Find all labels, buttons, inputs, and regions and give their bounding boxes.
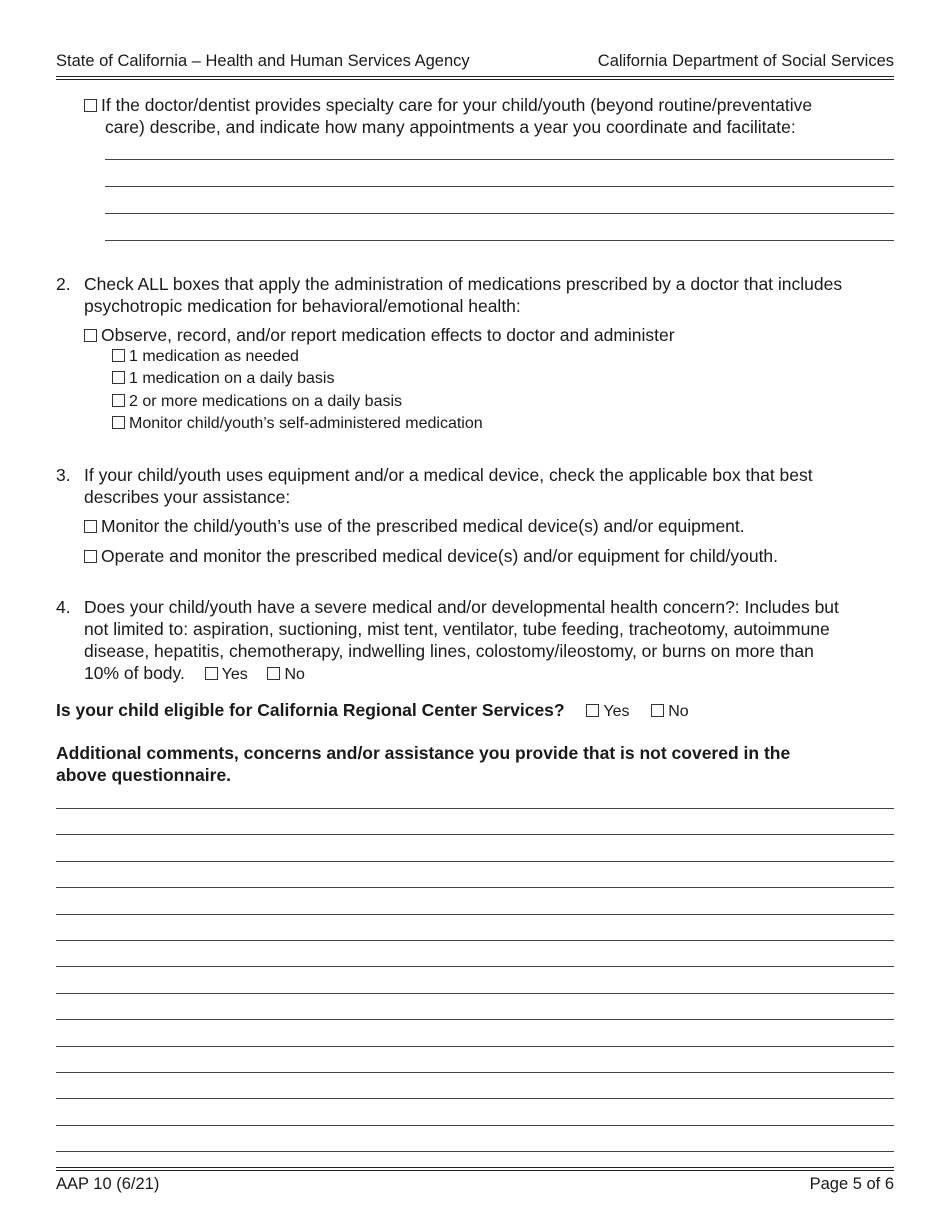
q2-sub-checkbox[interactable]	[112, 416, 125, 429]
q3-checkbox[interactable]	[84, 550, 97, 563]
q2-text-2: psychotropic medication for behavioral/emotional health:	[84, 296, 521, 316]
q3-text-2: describes your assistance:	[84, 487, 291, 507]
header-rule	[56, 76, 894, 80]
q3-number: 3.	[56, 465, 71, 485]
q2-sub-checkbox[interactable]	[112, 394, 125, 407]
q4-yes-checkbox[interactable]	[205, 667, 218, 680]
q4-text-2: not limited to: aspiration, suctioning, mist tent, ventilator, tube feeding, tracheotomy, autoimmune	[84, 619, 830, 639]
specialty-care-text-2: care) describe, and indicate how many appointments a year you coordinate and facilitate:	[105, 117, 796, 137]
q3-checkbox[interactable]	[84, 520, 97, 533]
q2-sub-option	[112, 346, 299, 368]
q2-sub-option-label: 2 or more medications on a daily basis	[129, 393, 403, 410]
q2-main-checkbox[interactable]	[84, 329, 97, 342]
comments-line[interactable]	[56, 808, 894, 809]
specialty-answer-line[interactable]	[105, 240, 894, 241]
q2-sub-option-label: 1 medication on a daily basis	[129, 370, 335, 387]
comments-line[interactable]	[56, 1098, 894, 1099]
footer-page-number: Page 5 of 6	[809, 1175, 894, 1193]
q2-main-option-label: Observe, record, and/or report medication effects to doctor and administer	[101, 325, 675, 345]
q4-number: 4.	[56, 597, 71, 617]
regional-yes-label: Yes	[603, 703, 630, 720]
comments-line[interactable]	[56, 887, 894, 888]
comments-line[interactable]	[56, 993, 894, 994]
q2-sub-option	[112, 368, 334, 390]
footer-rule	[56, 1167, 894, 1171]
q3-option	[84, 515, 745, 538]
specialty-care-item	[84, 94, 812, 117]
q3-option	[84, 545, 778, 568]
comments-line[interactable]	[56, 1019, 894, 1020]
q4-text-1: Does your child/youth have a severe medical and/or developmental health concern?: Includes but	[84, 597, 839, 617]
specialty-answer-line[interactable]	[105, 186, 894, 187]
regional-center-label: Is your child eligible for California Regional Center Services?	[56, 700, 565, 720]
regional-no-label: No	[668, 703, 689, 720]
comments-line[interactable]	[56, 1125, 894, 1126]
header-agency: State of California – Health and Human Services Agency	[56, 52, 470, 70]
q2-sub-option-label: 1 medication as needed	[129, 348, 299, 365]
comments-heading-1: Additional comments, concerns and/or assistance you provide that is not covered in the	[56, 743, 791, 763]
q4-no-label: No	[284, 666, 305, 683]
q2-sub-checkbox[interactable]	[112, 371, 125, 384]
q4-text-4-label: 10% of body.	[84, 663, 185, 683]
q4-no-checkbox[interactable]	[267, 667, 280, 680]
q2-text-1: Check ALL boxes that apply the administration of medications prescribed by a doctor that includes	[84, 274, 843, 294]
comments-line[interactable]	[56, 940, 894, 941]
q3-option-label: Operate and monitor the prescribed medical device(s) and/or equipment for child/youth.	[101, 546, 779, 566]
q2-sub-option	[112, 413, 483, 435]
q4-yes-label: Yes	[221, 666, 248, 683]
comments-line[interactable]	[56, 834, 894, 835]
footer-form-id: AAP 10 (6/21)	[56, 1175, 160, 1193]
q3-text-1: If your child/youth uses equipment and/or a medical device, check the applicable box that best	[84, 465, 813, 485]
comments-heading-2: above questionnaire.	[56, 765, 232, 785]
regional-center-question	[56, 699, 689, 723]
q3-option-label: Monitor the child/youth’s use of the prescribed medical device(s) and/or equipment.	[101, 516, 745, 536]
specialty-care-checkbox[interactable]	[84, 99, 97, 112]
specialty-answer-line[interactable]	[105, 159, 894, 160]
q2-sub-checkbox[interactable]	[112, 349, 125, 362]
comments-line[interactable]	[56, 1072, 894, 1073]
q2-number: 2.	[56, 274, 71, 294]
comments-line[interactable]	[56, 914, 894, 915]
q2-main-option	[84, 324, 675, 347]
header-department: California Department of Social Services	[597, 52, 894, 70]
specialty-care-text-1: If the doctor/dentist provides specialty care for your child/youth (beyond routine/preventative	[101, 95, 813, 115]
regional-no-checkbox[interactable]	[651, 704, 664, 717]
regional-yes-checkbox[interactable]	[586, 704, 599, 717]
comments-line[interactable]	[56, 861, 894, 862]
comments-line[interactable]	[56, 1151, 894, 1152]
q4-text-4	[84, 662, 305, 686]
q2-sub-option	[112, 391, 402, 413]
comments-line[interactable]	[56, 966, 894, 967]
specialty-answer-line[interactable]	[105, 213, 894, 214]
comments-line[interactable]	[56, 1046, 894, 1047]
q4-text-3: disease, hepatitis, chemotherapy, indwelling lines, colostomy/ileostomy, or burns on more than	[84, 641, 814, 661]
q2-sub-option-label: Monitor child/youth’s self-administered medication	[129, 415, 483, 432]
